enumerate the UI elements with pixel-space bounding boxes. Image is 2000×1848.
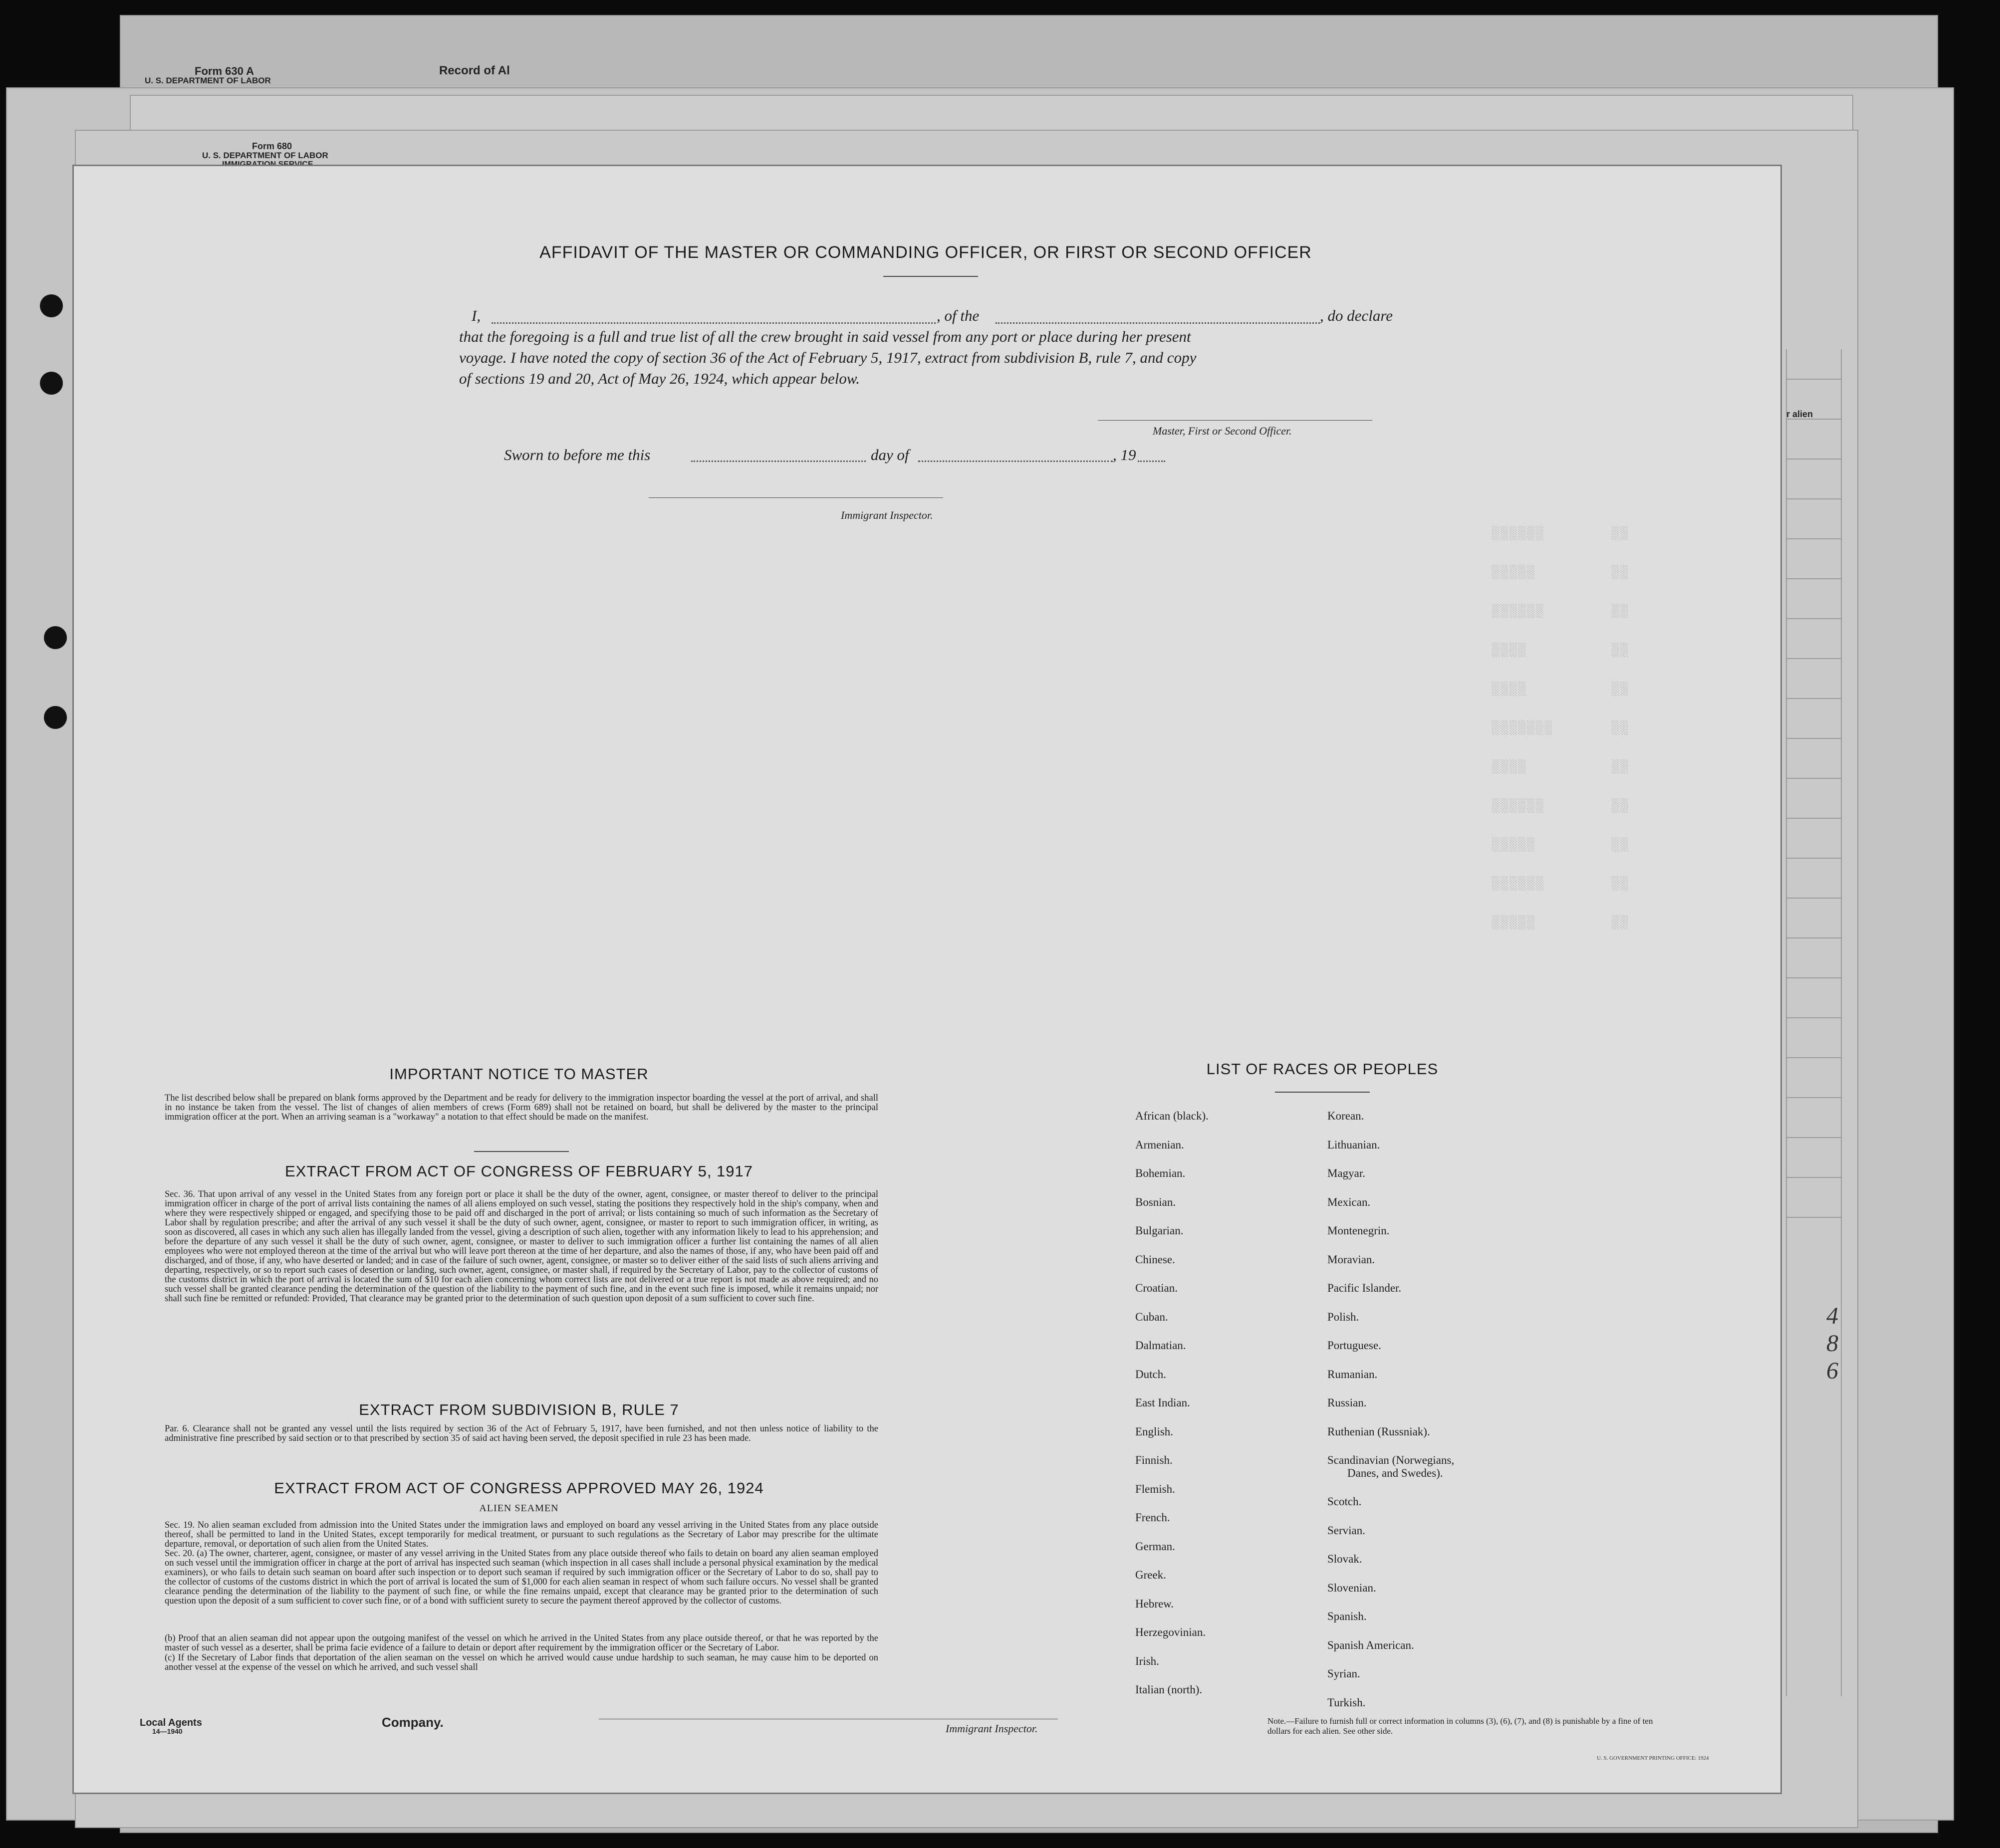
race-item: East Indian. [1135, 1396, 1190, 1409]
affidavit-title: AFFIDAVIT OF THE MASTER OR COMMANDING OFFICER, OR FIRST OR SECOND OFFICER [539, 243, 1312, 262]
race-item: Dutch. [1135, 1368, 1166, 1381]
race-item: Spanish American. [1327, 1638, 1414, 1651]
extract-1924-sec20a: Sec. 20. (a) The owner, charterer, agent, consignee, or master of any vessel arriving in the United States from any place outside thereof who fails to detain on board any alien seaman employed on such vessel until the immigration officer in charge at the port of arrival has inspected such seaman (which inspection in all cases shall include a personal physical examination by the medical examiners), or who fails to detain such seaman on board after such inspection or to deport such seaman if required by such immigration officer or the Secretary of Labor to do so, shall pay to the collector of customs of the customs district in which the port of arrival is located the sum of $1,000 for each alien seaman in respect of whom such failure occurs. No vessel shall be granted clearance pending the determination of the liability to the payment of such fine, or while the fine remains unpaid, except that clearance may be granted prior to the determination of such question upon the deposit of a sum sufficient to cover such fine, or of a bond with sufficient surety to secure the payment thereof approved by the collector of customs. [165, 1549, 878, 1606]
extract-1917-text: Sec. 36. That upon arrival of any vessel in the United States from any foreign port or place it shall be the duty of the owner, agent, consignee, or master thereof to deliver to the principal immigration officer in charge of the port of arrival lists containing the names of all aliens employed on such vessel, stating the positions they respectively hold in the ship's company, when and where they were respectively shipped or engaged, and specifying those to be paid off and discharged in the port of arrival; or lists containing so much of such information as the Secretary of Labor shall by regulation prescribe; and after the arrival of any such vessel it shall be the duty of such owner, agent, consignee, or master to report to such immigration officer, in writing, as soon as discovered, all cases in which any such alien has illegally landed from the vessel, giving a description of such alien, together with any information likely to lead to his apprehension; and before the departure of any such vessel it shall be the duty of such owner, agent, consignee, or master to deliver to such immigration officer a further list containing the names of all alien employees who were not employed thereon at the time of the arrival but who will leave port thereon at the time of her departure, and also the names of those, if any, who have been paid off and discharged, and of those, if any, who have deserted or landed; and in case of the failure of such owner, agent, consignee, or master so to deliver either of the said lists of such aliens arriving and departing, respectively, or so to report such cases of desertion or landing, such owner, agent, consignee, or master shall, if required by the Secretary of Labor, pay to the collector of customs of the customs district in which the port of arrival is located the sum of $10 for each alien concerning whom correct lists are not delivered or a true report is not made as above required; and no such vessel shall be granted clearance pending the determination of the question of the liability to the payment of such fine, and in the event such fine is imposed, while it remains unpaid; nor shall such fine be remitted or refunded: Provided, That clearance may be granted prior to the determination of such question upon deposit of a sum sufficient to cover such fine. [165, 1189, 878, 1304]
affidavit-i: I, [472, 307, 481, 324]
affidavit-line-3: voyage. I have noted the copy of section 36 of the Act of February 5, 1917, extract from subdivision B, rule 7, and copy [459, 349, 1197, 366]
race-item: Slovak. [1327, 1553, 1362, 1565]
inspector-signature-line[interactable] [649, 497, 943, 498]
notice-title: IMPORTANT NOTICE TO MASTER [389, 1065, 649, 1083]
binder-hole [44, 626, 67, 649]
race-item: Polish. [1327, 1310, 1359, 1323]
notice-divider [474, 1151, 569, 1152]
title-underline [883, 276, 978, 277]
binder-hole [40, 294, 63, 317]
handwritten-mark: 8 [1826, 1330, 1838, 1357]
binder-hole [40, 372, 63, 395]
local-agents-label: Local Agents [140, 1717, 202, 1728]
form-680-label: Form 680 [252, 141, 292, 151]
race-item: Rumanian. [1327, 1368, 1378, 1381]
race-item: Greek. [1135, 1569, 1166, 1581]
race-item: African (black). [1135, 1110, 1209, 1122]
race-item: Dalmatian. [1135, 1339, 1186, 1352]
race-item: English. [1135, 1425, 1174, 1438]
race-item: Italian (north). [1135, 1683, 1203, 1696]
footer-inspector-caption: Immigrant Inspector. [946, 1722, 1038, 1735]
bleed-through-text: ░░ ░░ ░░ ░░ ░░ ░░ ░░ ░░ ░░ ░░ ░░ [1612, 526, 1630, 930]
year-label: , 19 [1113, 446, 1136, 463]
affidavit-of-the: , of the [937, 307, 980, 324]
sworn-day-field[interactable] [691, 449, 866, 462]
extract-1924-title: EXTRACT FROM ACT OF CONGRESS APPROVED MAY 26, 1924 [274, 1479, 764, 1497]
race-item: Slovenian. [1327, 1581, 1376, 1594]
affidavit-line-2: that the foregoing is a full and true list of all the crew brought in said vessel from any port or place during her present [459, 328, 1191, 345]
printer-imprint: U. S. GOVERNMENT PRINTING OFFICE: 1924 [1597, 1755, 1709, 1761]
race-item: Croatian. [1135, 1282, 1178, 1294]
extract-1917-title: EXTRACT FROM ACT OF CONGRESS OF FEBRUARY 5, 1917 [284, 1162, 753, 1180]
sworn-month-field[interactable] [918, 449, 1113, 462]
races-title: LIST OF RACES OR PEOPLES [1206, 1060, 1439, 1078]
sworn-year-field[interactable] [1138, 449, 1165, 462]
race-item: Pacific Islander. [1327, 1282, 1402, 1294]
race-item: Korean. [1327, 1110, 1364, 1122]
company-label: Company. [382, 1715, 444, 1730]
sworn-label: Sworn to before me this [504, 446, 651, 463]
underlying-ruled-grid [1786, 349, 1871, 1696]
handwritten-mark: 6 [1826, 1358, 1838, 1384]
race-item: German. [1135, 1540, 1175, 1553]
side-sheet-label: r alien [1786, 409, 1813, 419]
race-item: Bosnian. [1135, 1195, 1176, 1208]
race-item: Irish. [1135, 1654, 1159, 1667]
race-item: Scandinavian (Norwegians, [1327, 1454, 1455, 1466]
subdivision-b-title: EXTRACT FROM SUBDIVISION B, RULE 7 [359, 1401, 679, 1418]
race-item: French. [1135, 1511, 1170, 1524]
affidavit-declare: , do declare [1320, 307, 1393, 324]
form-code: 14—1940 [152, 1727, 183, 1735]
form-630a-dept: U. S. DEPARTMENT OF LABOR [145, 76, 271, 85]
affidavit-line-4: of sections 19 and 20, Act of May 26, 1924, which appear below. [459, 370, 860, 387]
race-item: Portuguese. [1327, 1339, 1381, 1352]
race-item: Montenegrin. [1327, 1224, 1390, 1237]
notice-text: The list described below shall be prepared on blank forms approved by the Department and be ready for delivery to the immigration inspector boarding the vessel at the port of arrival, and shall in no instance be taken from the vessel. The list of changes of alien members of crews (Form 689) shall not be retained on board, but shall be delivered by the master to the principal immigration officer at the port. When an arriving seaman is a "workaway" a notation to that effect should be made on the manifest. [165, 1093, 878, 1122]
extract-1924-sec19: Sec. 19. No alien seaman excluded from admission into the United States under the immigration laws and employed on board any vessel arriving in the United States from any place outside thereof, shall be permitted to land in the United States, except temporarily for medical treatment, or pursuant to such regulations as the Secretary of Labor may prescribe for the ultimate departure, removal, or deportation of such alien from the United States. [165, 1520, 878, 1549]
record-label: Record of Al [439, 64, 510, 77]
bleed-through-text: ░░░░░░ ░░░░░ ░░░░░░ ░░░░ ░░░░ ░░░░░░░ ░░░░ ░░░░░░ ░░░░░ ░░░░░░ ░░░░░ [1492, 526, 1554, 930]
race-item: Bohemian. [1135, 1167, 1186, 1179]
officer-role-field[interactable] [996, 309, 1320, 324]
footer-note: Note.—Failure to furnish full or correct information in columns (3), (6), (7), and (8) is punishable by a fine of ten dollars for each alien. See other side. [1267, 1716, 1653, 1736]
extract-1924-sec20b: (b) Proof that an alien seaman did not appear upon the outgoing manifest of the vessel on which he arrived in the United States from any place outside thereof, or that he was reported by the master of such vessel as a deserter, shall be prima facie evidence of a failure to detain or deport after requirement by the immigration officer or the Secretary of Labor. [165, 1633, 878, 1653]
race-item: Mexican. [1327, 1195, 1371, 1208]
subdivision-b-text: Par. 6. Clearance shall not be granted any vessel until the lists required by section 36 of the Act of February 5, 1917, have been furnished, and not then unless notice of liability to the administrative fine prescribed by said section or to that prescribed by section 35 of said act having been served, the deposit specified in rule 23 has been made. [165, 1424, 878, 1443]
race-item: Herzegovinian. [1135, 1626, 1206, 1638]
race-item: Danes, and Swedes). [1347, 1466, 1443, 1479]
form-680-dept: U. S. DEPARTMENT OF LABOR [202, 151, 328, 160]
extract-1924-subtitle: ALIEN SEAMEN [479, 1503, 559, 1514]
race-item: Turkish. [1327, 1696, 1366, 1709]
binder-hole [44, 706, 67, 729]
race-item: Magyar. [1327, 1167, 1366, 1179]
form-630a-label: Form 630 A [195, 65, 254, 77]
race-item: Moravian. [1327, 1253, 1375, 1266]
race-item: Scotch. [1327, 1495, 1362, 1508]
master-signature-caption: Master, First or Second Officer. [1153, 425, 1292, 437]
race-item: Ruthenian (Russniak). [1327, 1425, 1430, 1438]
declarant-name-field[interactable] [492, 309, 936, 324]
handwritten-mark: 4 [1826, 1303, 1838, 1329]
extract-1924-sec20c: (c) If the Secretary of Labor finds that deportation of the alien seaman on the vessel on which he arrived would cause undue hardship to such seaman, he may cause him to be deported on another vessel at the expense of the vessel on which he arrived, and such vessel shall [165, 1653, 878, 1672]
race-item: Spanish. [1327, 1610, 1367, 1622]
race-item: Lithuanian. [1327, 1138, 1380, 1151]
race-item: Bulgarian. [1135, 1224, 1184, 1237]
master-signature-line[interactable] [1098, 420, 1372, 421]
race-item: Finnish. [1135, 1454, 1173, 1466]
race-item: Chinese. [1135, 1253, 1175, 1266]
race-item: Hebrew. [1135, 1597, 1174, 1610]
race-item: Cuban. [1135, 1310, 1168, 1323]
race-item: Servian. [1327, 1524, 1366, 1537]
day-of-label: day of [871, 446, 909, 463]
race-item: Syrian. [1327, 1667, 1360, 1680]
race-item: Flemish. [1135, 1482, 1175, 1495]
inspector-caption: Immigrant Inspector. [841, 509, 933, 521]
race-item: Armenian. [1135, 1138, 1184, 1151]
races-divider [1275, 1092, 1370, 1093]
race-item: Russian. [1327, 1396, 1367, 1409]
